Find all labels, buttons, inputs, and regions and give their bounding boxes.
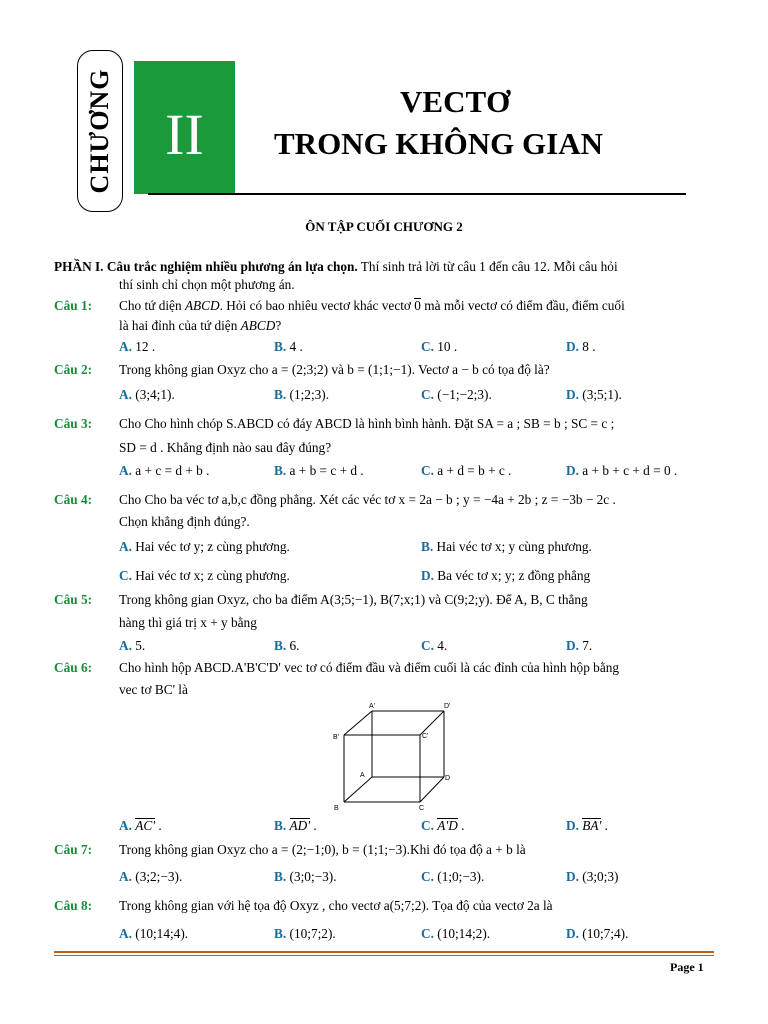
- option-letter: C.: [421, 638, 434, 653]
- question-text: Trong không gian với hệ tọa độ Oxyz , cho vectơ a(5;7;2). Tọa độ của vectơ 2a là: [119, 898, 553, 913]
- question-label: Câu 4:: [54, 492, 93, 507]
- footer-divider-thin: [54, 955, 714, 956]
- option-text: Hai véc tơ y; z cùng phương.: [135, 539, 290, 554]
- option-text: a + b + c + d = 0: [582, 463, 671, 478]
- option-letter: B.: [274, 463, 287, 478]
- option-c[interactable]: C. a + d = b + c .: [421, 463, 512, 478]
- option-letter: D.: [566, 818, 579, 833]
- option-letter: D.: [566, 869, 579, 884]
- part1-line1: [54, 257, 618, 277]
- edge: [420, 711, 444, 735]
- option-letter: A.: [119, 926, 132, 941]
- option-letter: C.: [421, 926, 434, 941]
- option-text: 5.: [135, 638, 146, 653]
- option-b[interactable]: B. (10;7;2).: [274, 926, 336, 941]
- option-d[interactable]: D. a + b + c + d = 0 .: [566, 463, 678, 478]
- option-letter: A.: [119, 387, 132, 402]
- vertex-label: C: [419, 805, 425, 812]
- option-text: Hai véc tơ x; z cùng phương.: [135, 568, 290, 583]
- option-d[interactable]: [566, 867, 618, 887]
- question-text: Cho Cho ba véc tơ a,b,c đồng phẳng. Xét các véc tơ x = 2a − b ; y = −4a + 2b ; z = −3b − 2c .: [119, 492, 616, 507]
- question-text: SD = d . Khẳng định nào sau đây đúng?: [119, 440, 332, 455]
- vector-symbol: 0: [414, 298, 421, 313]
- vertex-label: B: [334, 805, 339, 812]
- text-run: ?: [275, 318, 282, 333]
- option-a[interactable]: [119, 537, 290, 557]
- option-text: BA': [582, 818, 602, 833]
- option-a[interactable]: A. (10;14;4).: [119, 926, 189, 941]
- option-a[interactable]: A. (3;2;−3).: [119, 869, 183, 884]
- option-letter: A.: [119, 463, 132, 478]
- title-divider: [148, 193, 686, 195]
- option-text: (10;14;4): [135, 926, 185, 941]
- option-letter: A.: [119, 818, 132, 833]
- option-letter: D.: [566, 926, 579, 941]
- option-text: a + d = b + c: [437, 463, 505, 478]
- question-text: Cho Cho hình chóp S.ABCD có đáy ABCD là hình bình hành. Đặt SA = a ; SB = b ; SC = c ;: [119, 416, 615, 431]
- option-text: Hai véc tơ x; y cùng phương.: [436, 539, 592, 554]
- option-c[interactable]: [421, 636, 447, 656]
- option-text: 4: [289, 339, 297, 354]
- option-text: a + c = d + b: [135, 463, 203, 478]
- option-b[interactable]: B. 4 .: [274, 339, 303, 354]
- option-text: (3;5;1): [582, 387, 619, 402]
- edge: [344, 711, 372, 735]
- question-label: Câu 2:: [54, 362, 93, 377]
- option-letter: A.: [119, 339, 132, 354]
- option-c[interactable]: C. (1;0;−3).: [421, 869, 485, 884]
- option-text: (10;14;2): [437, 926, 487, 941]
- option-text: 8: [582, 339, 589, 354]
- option-c[interactable]: C. 10 .: [421, 339, 458, 354]
- part1-desc1: Thí sinh trả lời từ câu 1 đến câu 12. Mỗi câu hỏi: [357, 259, 618, 274]
- question-text: vec tơ BC' là: [119, 682, 188, 697]
- text-run: ABCD: [240, 318, 276, 333]
- text-run: mà mỗi vectơ có điểm đầu, điểm cuối: [420, 298, 625, 313]
- option-text: (−1;−2;3): [437, 387, 489, 402]
- option-text: (3;0;3): [582, 869, 619, 884]
- option-text: 6.: [289, 638, 300, 653]
- option-b[interactable]: B. (1;2;3).: [274, 387, 330, 402]
- question-label: Câu 3:: [54, 416, 93, 431]
- option-text: (3;2;−3): [135, 869, 179, 884]
- question-label: Câu 8:: [54, 898, 93, 913]
- question-text: Trong không gian Oxyz, cho ba điểm A(3;5;−1), B(7;x;1) và C(9;2;y). Để A, B, C thẳng: [119, 592, 588, 607]
- question-text: Cho hình hộp ABCD.A'B'C'D' vec tơ có điểm đầu và điểm cuối là các đỉnh của hình hộp bằng: [119, 660, 620, 675]
- vertex-label: D: [445, 775, 451, 782]
- option-text: 10: [437, 339, 451, 354]
- option-b[interactable]: B. (3;0;−3).: [274, 869, 337, 884]
- option-text: AC': [135, 818, 156, 833]
- option-letter: A.: [119, 638, 132, 653]
- text-run: ABCD: [184, 298, 220, 313]
- option-text: (1;2;3): [289, 387, 326, 402]
- vertex-label: C': [422, 733, 429, 740]
- option-d[interactable]: D. 8 .: [566, 339, 596, 354]
- option-letter: B.: [274, 869, 287, 884]
- option-a[interactable]: [119, 636, 145, 656]
- question-text: Trong không gian Oxyz cho a = (2;−1;0), b = (1;1;−3).Khi đó tọa độ a + b là: [119, 842, 526, 857]
- question-label: Câu 7:: [54, 842, 93, 857]
- option-letter: C.: [421, 818, 434, 833]
- question-text: Chọn khẳng định đúng?.: [119, 514, 250, 529]
- option-c[interactable]: [119, 566, 290, 586]
- option-letter: A.: [119, 539, 132, 554]
- option-text: 12: [135, 339, 149, 354]
- question-label: Câu 1:: [54, 298, 93, 313]
- question-text: [119, 296, 625, 316]
- option-letter: B.: [274, 638, 287, 653]
- option-b[interactable]: B. a + b = c + d .: [274, 463, 364, 478]
- option-letter: D.: [566, 339, 579, 354]
- section-title: ÔN TẬP CUỐI CHƯƠNG 2: [305, 219, 463, 234]
- option-text: AD': [289, 818, 311, 833]
- question-label: Câu 6:: [54, 660, 93, 675]
- option-text: 4.: [437, 638, 448, 653]
- option-letter: B.: [421, 539, 434, 554]
- option-text: a + b = c + d: [289, 463, 358, 478]
- chapter-number-box: [134, 61, 235, 194]
- option-letter: A.: [119, 869, 132, 884]
- option-b[interactable]: B. AD' .: [274, 818, 317, 833]
- parallelepiped-figure: [326, 698, 456, 814]
- option-b[interactable]: [421, 537, 592, 557]
- option-letter: B.: [274, 926, 287, 941]
- option-c[interactable]: C. (−1;−2;3).: [421, 387, 492, 402]
- option-c[interactable]: C. (10;14;2).: [421, 926, 491, 941]
- vertex-label: B': [333, 734, 340, 741]
- option-text: (3;4;1): [135, 387, 172, 402]
- footer-divider: [54, 951, 714, 953]
- option-letter: D.: [421, 568, 434, 583]
- text-run: . Hỏi có bao nhiêu vectơ khác vectơ: [219, 298, 415, 313]
- text-run: là hai đỉnh của tứ diện: [119, 318, 241, 333]
- option-text: 7.: [582, 638, 593, 653]
- chapter-label-box: [77, 50, 123, 212]
- page-number: Page 1: [670, 960, 704, 974]
- option-text: A'D: [437, 818, 458, 833]
- option-a[interactable]: A. a + c = d + b .: [119, 463, 210, 478]
- option-letter: C.: [421, 463, 434, 478]
- chapter-title-line2: TRONG KHÔNG GIAN: [274, 126, 603, 161]
- option-letter: B.: [274, 339, 287, 354]
- option-text: (10;7;2): [289, 926, 333, 941]
- option-b[interactable]: [274, 636, 300, 656]
- option-text: (10;7;4): [582, 926, 626, 941]
- option-letter: D.: [566, 463, 579, 478]
- option-letter: C.: [421, 869, 434, 884]
- option-d[interactable]: D. (10;7;4).: [566, 926, 629, 941]
- option-d[interactable]: D. BA' .: [566, 818, 609, 833]
- option-c[interactable]: C. A'D .: [421, 818, 465, 833]
- option-d[interactable]: D. (3;5;1).: [566, 387, 622, 402]
- option-letter: B.: [274, 387, 287, 402]
- option-text: (3;0;−3): [289, 869, 334, 884]
- option-letter: D.: [566, 638, 579, 653]
- option-d[interactable]: [421, 566, 590, 586]
- vertex-label: D': [444, 703, 451, 710]
- option-a[interactable]: A. AC' .: [119, 818, 162, 833]
- vertex-label: A': [369, 703, 376, 710]
- option-letter: C.: [421, 339, 434, 354]
- option-text: Ba véc tơ x; y; z đồng phẳng: [437, 568, 591, 583]
- option-a[interactable]: A. 12 .: [119, 339, 156, 354]
- part1-heading: PHẦN I. Câu trắc nghiệm nhiều phương án lựa chọn.: [54, 259, 358, 274]
- chapter-number: II: [165, 102, 204, 167]
- chapter-title-line1: VECTƠ: [400, 84, 511, 119]
- vertex-label: A: [360, 772, 365, 779]
- text-run: Cho tứ diện: [119, 298, 185, 313]
- option-d[interactable]: [566, 636, 592, 656]
- question-label: Câu 5:: [54, 592, 93, 607]
- part1-desc2: thí sinh chỉ chọn một phương án.: [119, 277, 295, 292]
- option-letter: B.: [274, 818, 287, 833]
- chapter-label: CHƯƠNG: [85, 68, 114, 194]
- option-text: (1;0;−3): [437, 869, 481, 884]
- hidden-edge: [344, 777, 372, 802]
- edge: [420, 777, 444, 802]
- option-letter: C.: [421, 387, 434, 402]
- option-a[interactable]: A. (3;4;1).: [119, 387, 175, 402]
- option-letter: D.: [566, 387, 579, 402]
- question-text: [119, 316, 281, 336]
- question-text: hàng thì giá trị x + y bằng: [119, 615, 257, 630]
- question-text: Trong không gian Oxyz cho a = (2;3;2) và b = (1;1;−1). Vectơ a − b có tọa độ là?: [119, 362, 550, 377]
- option-letter: C.: [119, 568, 132, 583]
